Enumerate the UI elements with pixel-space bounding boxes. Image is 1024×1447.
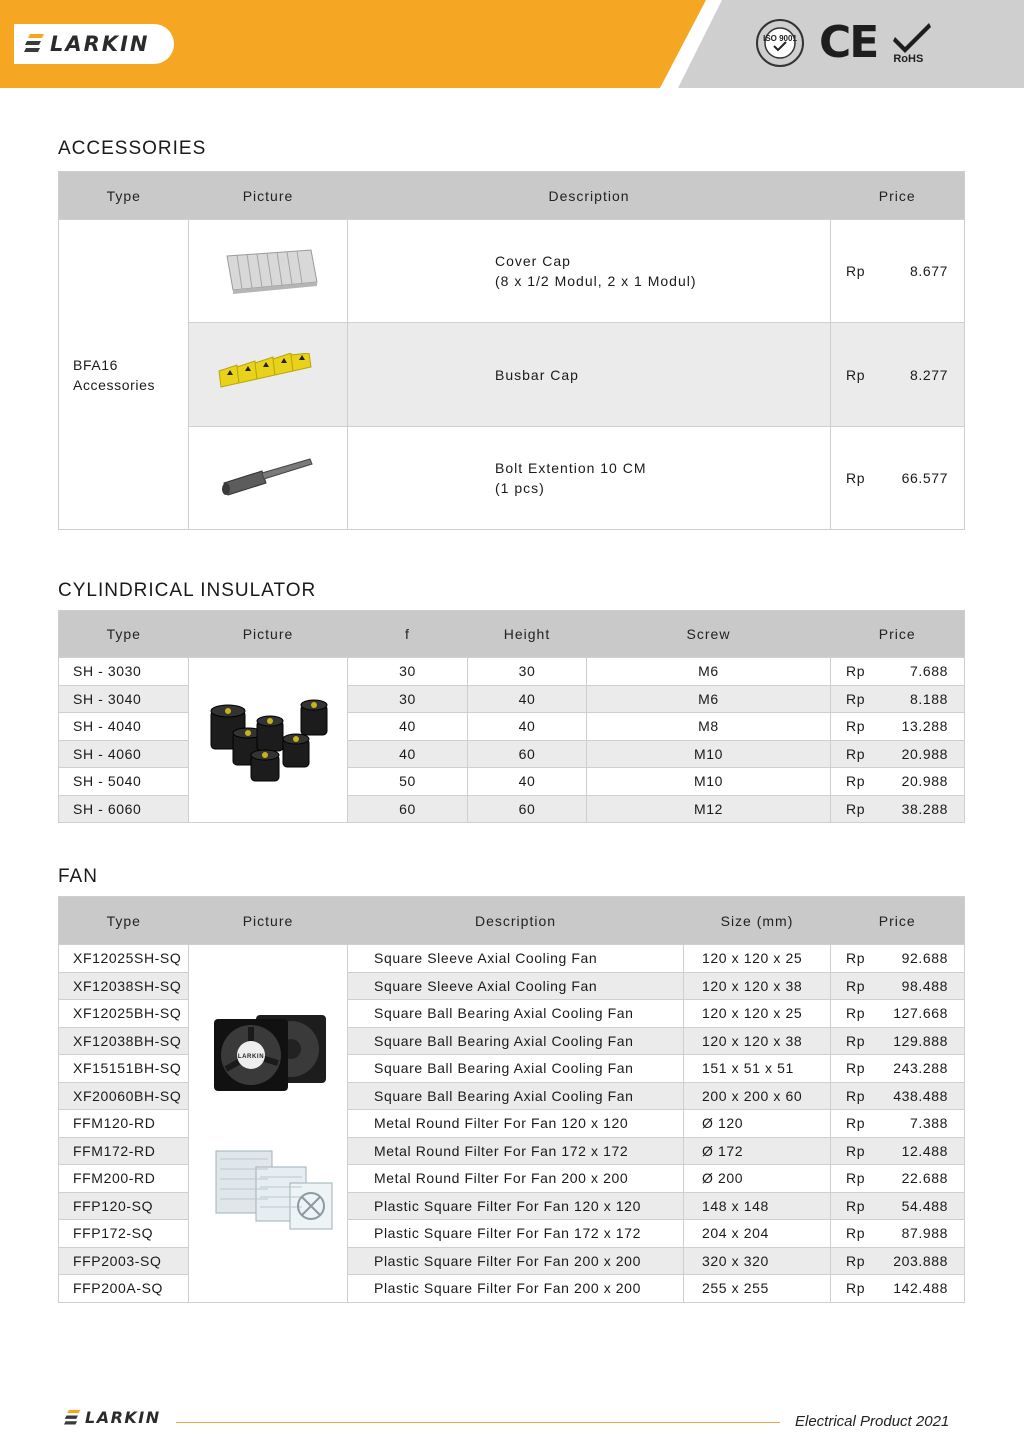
price-value: 92.688 [901,950,948,967]
screw-cell: M10 [587,740,831,768]
height-cell: 60 [468,795,587,823]
table-header-row [59,897,965,945]
price-value: 127.668 [893,1005,948,1022]
price-value: 20.988 [901,745,948,762]
height-cell: 40 [468,713,587,741]
column-header: Picture [189,172,348,220]
screw-cell: M8 [587,713,831,741]
price-cell [831,323,965,427]
screw-cell: M10 [587,768,831,796]
size-cell: Ø 172 [684,1137,831,1165]
currency-label: Rp [846,1170,866,1187]
f-cell: 60 [348,795,468,823]
table-row [59,323,965,427]
price-value: 13.288 [901,718,948,735]
description-line: (8 x 1/2 Modul, 2 x 1 Modul) [495,273,697,289]
price-value: 87.988 [901,1225,948,1242]
certification-badges [755,18,935,68]
size-cell: 204 x 204 [684,1220,831,1248]
price-value: 203.888 [893,1252,948,1269]
table-header-row [59,172,965,220]
type-cell: XF15151BH-SQ [59,1055,189,1083]
description-cell [348,323,831,427]
size-cell: 255 x 255 [684,1275,831,1303]
fan-table [58,896,965,1303]
rohs-label: RoHS [893,53,924,65]
price-cell [831,1220,965,1248]
size-cell: 320 x 320 [684,1247,831,1275]
price-value: 12.488 [901,1142,948,1159]
type-cell: XF12025BH-SQ [59,1000,189,1028]
price-cell [831,1000,965,1028]
fan-brand-label: LARKIN [237,1054,265,1061]
price-cell [831,713,965,741]
currency-label: Rp [846,773,866,790]
footer-logo [64,1408,161,1427]
f-cell: 50 [348,768,468,796]
price-value: 142.488 [893,1280,948,1297]
column-header: Price [831,897,965,945]
section-title-accessories: ACCESSORIES [58,138,207,159]
size-cell: 120 x 120 x 38 [684,972,831,1000]
price-value: 38.288 [901,800,948,817]
currency-label: Rp [846,950,866,967]
type-cell: FFP200A-SQ [59,1275,189,1303]
price-value: 8.277 [909,366,948,383]
table-row [59,945,965,973]
description-cell: Square Sleeve Axial Cooling Fan [348,945,684,973]
price-cell [831,1165,965,1193]
table-header-row [59,611,965,658]
type-line: Accessories [73,376,156,393]
column-header: Screw [587,611,831,658]
table-row [59,220,965,323]
description-line: Cover Cap [495,253,571,269]
price-cell [831,1137,965,1165]
type-cell: FFM172-RD [59,1137,189,1165]
price-cell [831,740,965,768]
price-cell [831,1082,965,1110]
column-header: Type [59,611,189,658]
column-header: Type [59,172,189,220]
price-cell [831,1247,965,1275]
f-cell: 30 [348,658,468,686]
type-cell: XF20060BH-SQ [59,1082,189,1110]
type-cell: SH - 3030 [59,658,189,686]
description-cell: Square Ball Bearing Axial Cooling Fan [348,1027,684,1055]
description-cell: Square Ball Bearing Axial Cooling Fan [348,1082,684,1110]
brand-logo [14,24,174,64]
larkin-logo-icon [64,1409,82,1427]
footer-divider [176,1422,780,1423]
type-cell: SH - 5040 [59,768,189,796]
column-header: Price [831,611,965,658]
description-cell: Plastic Square Filter For Fan 172 x 172 [348,1220,684,1248]
table-row [59,658,965,686]
currency-label: Rp [846,800,866,817]
f-cell: 30 [348,685,468,713]
currency-label: Rp [846,745,866,762]
size-cell: 200 x 200 x 60 [684,1082,831,1110]
currency-label: Rp [846,663,866,680]
type-cell: FFM200-RD [59,1165,189,1193]
insulator-rows [59,658,965,823]
fan-rows [59,945,965,1303]
type-cell: FFP2003-SQ [59,1247,189,1275]
column-header: Picture [189,611,348,658]
brand-name: LARKIN [50,32,150,56]
column-header: Picture [189,897,348,945]
footer-caption: Electrical Product 2021 [795,1413,950,1430]
column-header: Description [348,172,831,220]
description-line: Bolt Extention 10 CM [495,460,647,476]
description-cell [348,220,831,323]
screw-cell: M6 [587,685,831,713]
size-cell: Ø 200 [684,1165,831,1193]
column-header: Size (mm) [684,897,831,945]
type-cell: SH - 4040 [59,713,189,741]
f-cell: 40 [348,713,468,741]
currency-label: Rp [846,1005,866,1022]
table-row [59,427,965,530]
currency-label: Rp [846,690,866,707]
type-cell: SH - 4060 [59,740,189,768]
price-cell [831,768,965,796]
busbar-cap-image [189,323,348,427]
price-value: 22.688 [901,1170,948,1187]
price-value: 20.988 [901,773,948,790]
type-cell: FFP120-SQ [59,1192,189,1220]
rohs-check-icon [891,19,935,67]
price-cell [831,1192,965,1220]
accessories-table [58,171,965,530]
cylindrical-insulator-image [189,658,348,823]
currency-label: Rp [846,1280,866,1297]
screw-cell: M6 [587,658,831,686]
price-value: 7.388 [909,1115,948,1132]
column-header: Price [831,172,965,220]
price-value: 54.488 [901,1197,948,1214]
price-value: 243.288 [893,1060,948,1077]
type-cell: XF12025SH-SQ [59,945,189,973]
description-line: Busbar Cap [495,366,579,383]
section-title-fan: FAN [58,866,98,887]
currency-label: Rp [846,263,866,279]
description-cell: Metal Round Filter For Fan 172 x 172 [348,1137,684,1165]
price-cell [831,972,965,1000]
currency-label: Rp [846,718,866,735]
ce-mark-icon: CE [819,17,878,68]
currency-label: Rp [846,977,866,994]
description-line: (1 pcs) [495,480,545,496]
description-cell: Square Sleeve Axial Cooling Fan [348,972,684,1000]
type-cell: SH - 3040 [59,685,189,713]
price-cell [831,658,965,686]
type-cell: SH - 6060 [59,795,189,823]
price-cell [831,1027,965,1055]
price-cell [831,1055,965,1083]
type-cell: XF12038SH-SQ [59,972,189,1000]
description-cell: Plastic Square Filter For Fan 200 x 200 [348,1275,684,1303]
type-cell: FFP172-SQ [59,1220,189,1248]
description-cell: Metal Round Filter For Fan 120 x 120 [348,1110,684,1138]
description-cell: Metal Round Filter For Fan 200 x 200 [348,1165,684,1193]
size-cell: 120 x 120 x 25 [684,945,831,973]
currency-label: Rp [846,1060,866,1077]
currency-label: Rp [846,1225,866,1242]
page-header [0,0,1024,88]
currency-label: Rp [846,366,866,383]
currency-label: Rp [846,1252,866,1269]
price-cell [831,945,965,973]
price-value: 8.677 [909,263,948,279]
price-value: 66.577 [901,470,948,486]
column-header: Type [59,897,189,945]
description-cell: Square Ball Bearing Axial Cooling Fan [348,1055,684,1083]
size-cell: Ø 120 [684,1110,831,1138]
column-header: f [348,611,468,658]
price-value: 7.688 [909,663,948,680]
height-cell: 60 [468,740,587,768]
price-value: 129.888 [893,1032,948,1049]
description-cell: Plastic Square Filter For Fan 120 x 120 [348,1192,684,1220]
screw-cell: M12 [587,795,831,823]
height-cell: 30 [468,658,587,686]
f-cell: 40 [348,740,468,768]
currency-label: Rp [846,1087,866,1104]
currency-label: Rp [846,1115,866,1132]
type-cell: FFM120-RD [59,1110,189,1138]
price-cell [831,1275,965,1303]
description-cell: Square Ball Bearing Axial Cooling Fan [348,1000,684,1028]
height-cell: 40 [468,685,587,713]
price-cell [831,427,965,530]
price-value: 8.188 [909,690,948,707]
height-cell: 40 [468,768,587,796]
type-cell [59,220,189,530]
price-cell [831,795,965,823]
currency-label: Rp [846,1032,866,1049]
currency-label: Rp [846,470,866,486]
insulator-table [58,610,965,823]
price-cell [831,685,965,713]
section-title-insulator: CYLINDRICAL INSULATOR [58,580,317,601]
price-cell [831,220,965,323]
cover-cap-image [189,220,348,323]
type-cell: XF12038BH-SQ [59,1027,189,1055]
description-cell [348,427,831,530]
larkin-logo-icon [24,33,46,55]
iso-9001-badge-icon [755,18,805,68]
column-header: Height [468,611,587,658]
size-cell: 120 x 120 x 38 [684,1027,831,1055]
price-cell [831,1110,965,1138]
size-cell: 120 x 120 x 25 [684,1000,831,1028]
price-value: 98.488 [901,977,948,994]
size-cell: 151 x 51 x 51 [684,1055,831,1083]
fan-and-filter-image [189,945,348,1303]
type-line: BFA16 [73,356,119,373]
iso-badge-line-1: ISO 9001 [763,34,797,43]
price-value: 438.488 [893,1087,948,1104]
size-cell: 148 x 148 [684,1192,831,1220]
currency-label: Rp [846,1197,866,1214]
description-cell: Plastic Square Filter For Fan 200 x 200 [348,1247,684,1275]
column-header: Description [348,897,684,945]
currency-label: Rp [846,1142,866,1159]
bolt-extension-image [189,427,348,530]
brand-name: LARKIN [85,1408,161,1427]
